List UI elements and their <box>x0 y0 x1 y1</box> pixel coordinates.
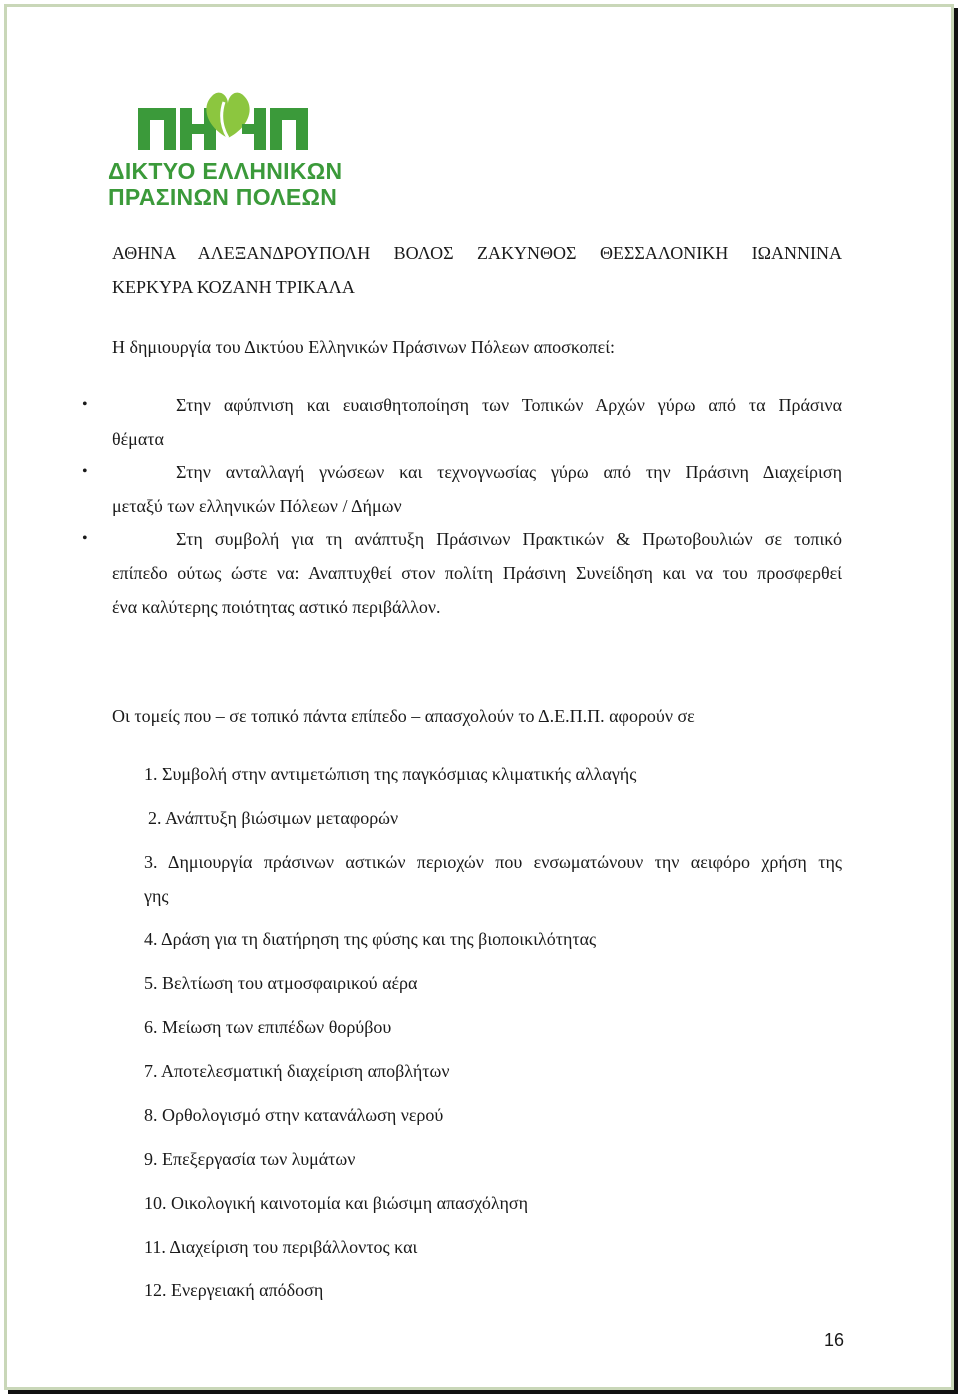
sector-item-11: 11. Διαχείριση του περιβάλλοντος και <box>144 1237 418 1257</box>
cities-line-1: ΑΘΗΝΑ ΑΛΕΞΑΝΔΡΟΥΠΟΛΗ ΒΟΛΟΣ ΖΑΚΥΝΘΟΣ ΘΕΣΣΑΛΟΝΙΚΗ ΙΩΑΝΝΙΝΑ <box>112 243 842 263</box>
bullet-1-icon: • <box>82 396 88 413</box>
sector-item-1: 1. Συμβολή στην αντιμετώπιση της παγκόσμιας κλιματικής αλλαγής <box>144 764 637 784</box>
sectors-intro: Οι τομείς που – σε τοπικό πάντα επίπεδο – απασχολούν το Δ.Ε.Π.Π. αφορούν σε <box>112 706 695 726</box>
logo <box>108 78 348 223</box>
bullet-3-line-2: επίπεδο ούτως ώστε να: Αναπτυχθεί στον πολίτη Πράσινη Συνείδηση και να του προσφερθεί <box>112 563 842 583</box>
cities-line-2: ΚΕΡΚΥΡΑ ΚΟΖΑΝΗ ΤΡΙΚΑΛΑ <box>112 277 355 297</box>
sector-item-3: 3. Δημιουργία πράσινων αστικών περιοχών που ενσωματώνουν την αειφόρο χρήση της <box>144 852 842 872</box>
sector-item-4: 4. Δράση για τη διατήρηση της φύσης και της βιοποικιλότητας <box>144 929 597 949</box>
sector-item-12: 12. Ενεργειακή απόδοση <box>144 1280 324 1300</box>
bullet-2-line-1: Στην ανταλλαγή γνώσεων και τεχνογνωσίας γύρω από την Πράσινη Διαχείριση <box>176 462 842 482</box>
sector-item-5: 5. Βελτίωση του ατμοσφαιρικού αέρα <box>144 973 418 993</box>
intro-text: Η δημιουργία του Δικτύου Ελληνικών Πράσινων Πόλεων αποσκοπεί: <box>112 337 616 357</box>
sector-item-2: 2. Ανάπτυξη βιώσιμων μεταφορών <box>148 808 399 828</box>
bullet-1-line-1: Στην αφύπνιση και ευαισθητοποίηση των Τοπικών Αρχών γύρω από τα Πράσινα <box>176 395 842 415</box>
sector-item-7: 7. Αποτελεσματική διαχείριση αποβλήτων <box>144 1061 450 1081</box>
page-number: 16 <box>823 1330 844 1350</box>
sector-item-10: 10. Οικολογική καινοτομία και βιώσιμη απασχόληση <box>144 1193 528 1213</box>
bullet-1-line-2: θέματα <box>112 429 164 449</box>
logo-text-line2: ΠΡΑΣΙΝΩΝ ΠΟΛΕΩΝ <box>108 184 338 210</box>
bullet-3-line-1: Στη συμβολή για τη ανάπτυξη Πράσινων Πρακτικών & Πρωτοβουλιών σε τοπικό <box>176 529 842 549</box>
sector-item-9: 9. Επεξεργασία των λυμάτων <box>144 1149 356 1169</box>
sector-item-6: 6. Μείωση των επιπέδων θορύβου <box>144 1017 392 1037</box>
logo-text-line1: ΔΙΚΤΥΟ ΕΛΛΗΝΙΚΩΝ <box>108 158 343 184</box>
bullet-2-icon: • <box>82 463 88 480</box>
sector-item-3-cont: γης <box>144 886 169 906</box>
bullet-3-line-3: ένα καλύτερης ποιότητας αστικό περιβάλλον. <box>112 597 441 617</box>
bullet-3-icon: • <box>82 530 88 547</box>
sector-item-8: 8. Ορθολογισμό στην κατανάλωση νερού <box>144 1105 444 1125</box>
bullet-2-line-2: μεταξύ των ελληνικών Πόλεων / Δήμων <box>112 496 402 516</box>
